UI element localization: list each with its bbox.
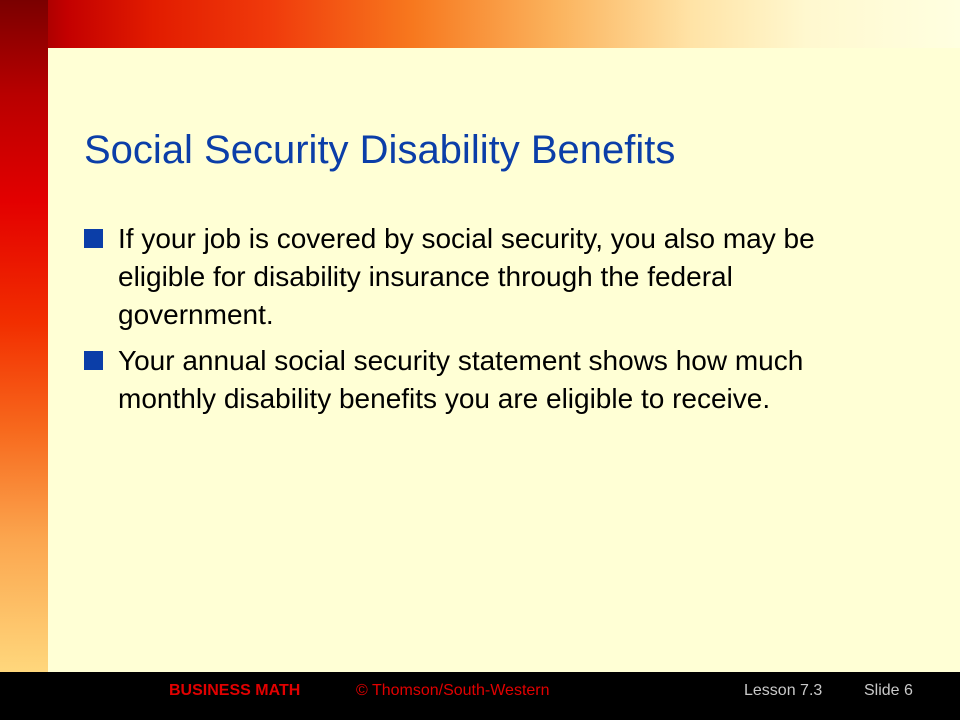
bullet-text: Your annual social security statement shows how much monthly disability benefits you are eligible to receive. [118, 345, 804, 414]
bullet-item [84, 342, 884, 418]
slide-title: Social Security Disability Benefits [84, 128, 676, 172]
bullet-square-icon [84, 229, 103, 248]
bullet-list [84, 220, 884, 426]
course-name: BUSINESS MATH [169, 682, 301, 699]
copyright-text: © Thomson/South-Western [356, 682, 550, 699]
lesson-label: Lesson 7.3 [744, 682, 823, 699]
slide-number: Slide 6 [864, 682, 913, 699]
left-gradient-band [0, 0, 48, 672]
bullet-item [84, 220, 884, 334]
bullet-text: If your job is covered by social security, you also may be eligible for disability insurance through the federal government. [118, 223, 815, 330]
bullet-square-icon [84, 351, 103, 370]
top-gradient-band [0, 0, 960, 48]
